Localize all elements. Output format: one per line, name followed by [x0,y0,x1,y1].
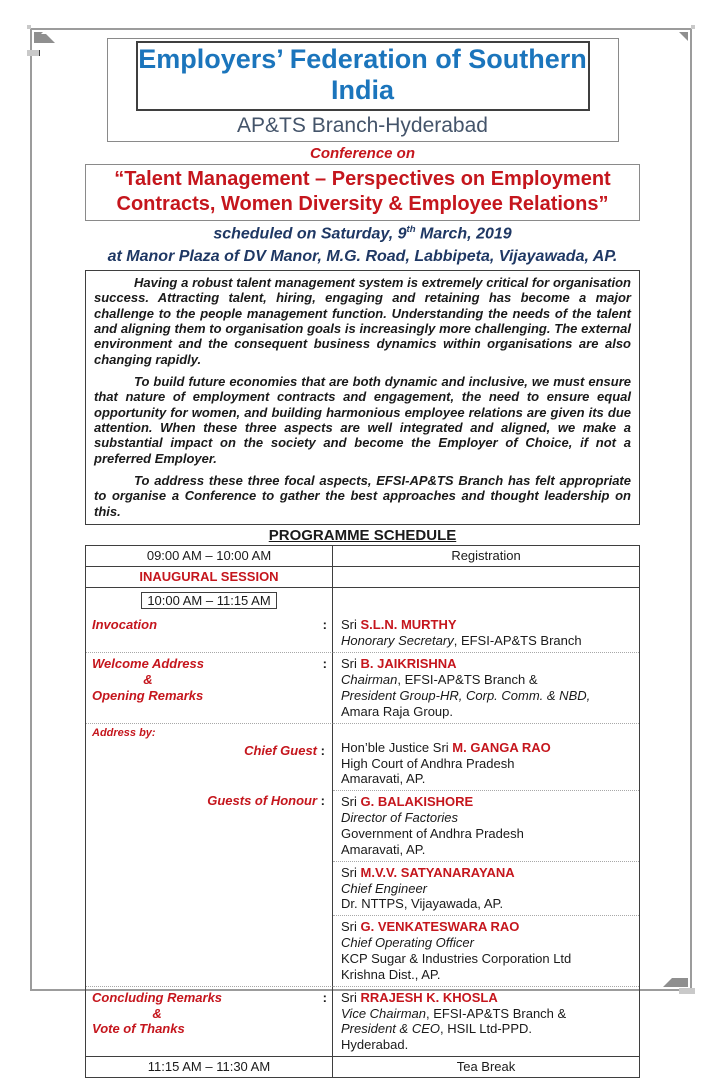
colon: : [322,656,327,672]
border-corner-dot [691,25,695,29]
session-time: 10:00 AM – 11:15 AM [141,592,276,610]
colon: : [320,743,325,759]
organisation-header-box [107,38,619,142]
registration-activity: Registration [451,547,521,563]
address-by-label: Address by: [92,726,156,739]
colon: : [322,617,327,633]
border-corner-ornament [34,28,55,43]
speaker-org-line: KCP Sugar & Industries Corporation Ltd [341,950,572,966]
registration-time: 09:00 AM – 10:00 AM [86,546,333,566]
speaker-name: G. VENKATESWARA RAO [360,919,520,935]
border-corner-dot [27,25,31,29]
invocation-speaker-cell [333,614,639,652]
conference-on-label: Conference on [309,145,415,163]
speaker-place-line: Hyderabad. [341,1037,409,1053]
speaker-name-line [341,656,631,672]
guests-of-honour-label-line [92,793,326,809]
concluding-label-cell [86,986,333,1056]
welcome-speaker-cell [333,652,639,722]
speaker-place-line: Krishna Dist., AP. [341,966,441,982]
speaker-name: M. GANGA RAO [452,739,551,755]
concluding-label-line2: Vote of Thanks [92,1021,185,1037]
speaker-role-line: Director of Factories [341,810,459,826]
speaker-org2: , HSIL Ltd-PPD. [440,1021,532,1037]
honorific: Sri [341,617,361,633]
guests-of-honour-label: Guests of Honour [207,793,318,809]
speaker-role: Chairman [341,672,398,688]
honorific: Sri [341,989,361,1005]
intro-paragraph: To address these three focal aspects, EFSI-AP&TS Branch has felt appropriate to organise a Conference to gather the best approaches and thought leadership on this. [94,472,631,519]
invocation-label: Invocation [92,617,158,633]
chief-guest-label: Chief Guest [244,743,318,759]
speaker-role2: President & CEO [341,1021,440,1037]
speaker-name: RRAJESH K. KHOSLA [360,989,498,1005]
speaker-role-line [341,672,631,688]
speaker-name-line [341,919,631,935]
guests-of-honour-label-cell [86,790,333,860]
concluding-label-line1: Concluding Remarks [92,989,223,1005]
conference-venue: at Manor Plaza of DV Manor, M.G. Road, Labbipeta, Vijayawada, AP. [107,247,618,265]
welcome-label-line1: Welcome Address [92,656,204,672]
speaker-role-line [341,633,631,649]
border-corner-dot [27,50,40,56]
concluding-speaker-cell [333,986,639,1056]
intro-paragraph: Having a robust talent management system is extremely critical for organisation success. Attracting talent, hiring, engaging and retaining has become a major challenge to the people management function. Understanding the needs of the talent and aligning them to organisation goals is increasingly more challenging. The external environment and the consequent business dynamics within organisations are also changing rapidly. [94,274,631,367]
ampersand: & [152,1005,162,1021]
speaker-org-line: Government of Andhra Pradesh [341,825,524,841]
table-row-registration [86,546,639,566]
organisation-name: Employers’ Federation of Southern India [138,44,587,106]
empty-left-cell [86,861,333,916]
chief-guest-speaker-cell [333,723,639,791]
speaker-name: S.L.N. MURTHY [360,617,457,633]
table-row-inaugural-session [86,587,639,1056]
guest3-speaker-cell [333,915,639,985]
speaker-org: , EFSI-AP&TS Branch & [397,672,538,688]
speaker-role: Honorary Secretary [341,633,454,649]
table-row-session-title [86,566,639,587]
speaker-org-line: Amara Raja Group. [341,703,453,719]
honorific: Sri [341,656,361,672]
colon: : [322,989,327,1005]
chief-guest-label-cell [86,723,333,791]
conference-title-line1: “Talent Management – Perspectives on Employment [114,168,611,191]
tea-break-time: 11:15 AM – 11:30 AM [86,1057,333,1077]
date-text-suffix: March, 2019 [415,225,512,243]
tea-break-activity: Tea Break [456,1059,516,1075]
empty-left-cell [86,915,333,985]
date-text: scheduled on Saturday, 9 [213,225,407,243]
ampersand: & [143,672,153,688]
organisation-title-box [136,41,590,111]
speaker-name-line [341,794,631,810]
conference-title-box [85,164,640,221]
introduction-box [85,270,640,525]
speaker-role-line: Chief Operating Officer [341,935,474,951]
chief-guest-label-line [92,743,326,759]
welcome-label-line2: Opening Remarks [92,687,204,703]
speaker-name: B. JAIKRISHNA [360,656,457,672]
honorific: Sri [341,864,361,880]
honorific: Sri [341,919,361,935]
border-corner-ornament [679,32,688,41]
document-content [85,38,640,1078]
invocation-label-cell [86,614,333,652]
intro-paragraph: To build future economies that are both dynamic and inclusive, we must ensure that nature of employment contracts and engagement, the need to ensure equal opportunity for women, and building harmonious employee relations are given its due attention. When these three aspects are well integrated and aligned, we make a substantial impact on the society and become the Employer of Choice, if not a preferred Employer. [94,373,631,466]
speaker-role-line2: President Group-HR, Corp. Comm. & NBD, [341,687,591,703]
programme-schedule-table [85,545,640,1078]
guest2-speaker-cell [333,861,639,916]
honorific: Sri [341,794,361,810]
speaker-name: M.V.V. SATYANARAYANA [360,864,515,880]
honorific: Hon’ble Justice Sri [341,739,453,755]
speaker-org-line: High Court of Andhra Pradesh [341,755,515,771]
concluding-label [92,990,222,1038]
programme-schedule-heading: PROGRAMME SCHEDULE [268,526,457,544]
conference-title-line2: Contracts, Women Diversity & Employee Relations” [116,193,609,216]
speaker-name-line [341,865,631,881]
empty-cell [333,567,639,587]
welcome-label [92,656,204,704]
speaker-name-line [341,740,631,756]
speaker-org-line: Dr. NTTPS, Vijayawada, AP. [341,896,504,912]
table-row-tea-break [86,1056,639,1077]
guest1-speaker-cell [333,790,639,860]
speaker-place-line: Amaravati, AP. [341,841,426,857]
colon: : [320,793,325,809]
welcome-label-cell [86,652,333,722]
inaugural-session-title: INAUGURAL SESSION [86,567,333,587]
speaker-role-line [341,1006,631,1022]
empty-cell [333,588,639,615]
border-corner-dot [679,988,695,994]
speaker-place-line: Amaravati, AP. [341,771,426,787]
speaker-name-line [341,617,631,633]
speaker-role: Vice Chairman [341,1005,427,1021]
branch-name: AP&TS Branch-Hyderabad [237,114,488,138]
date-ordinal-superscript: th [406,224,416,236]
speaker-role-line: Chief Engineer [341,880,427,896]
speaker-org: , EFSI-AP&TS Branch [453,633,582,649]
speaker-name-line [341,990,631,1006]
speaker-org: , EFSI-AP&TS Branch & [426,1005,567,1021]
speaker-name: G. BALAKISHORE [360,794,474,810]
conference-date [85,224,640,244]
session-time-cell [86,588,333,615]
border-corner-ornament [663,972,688,987]
